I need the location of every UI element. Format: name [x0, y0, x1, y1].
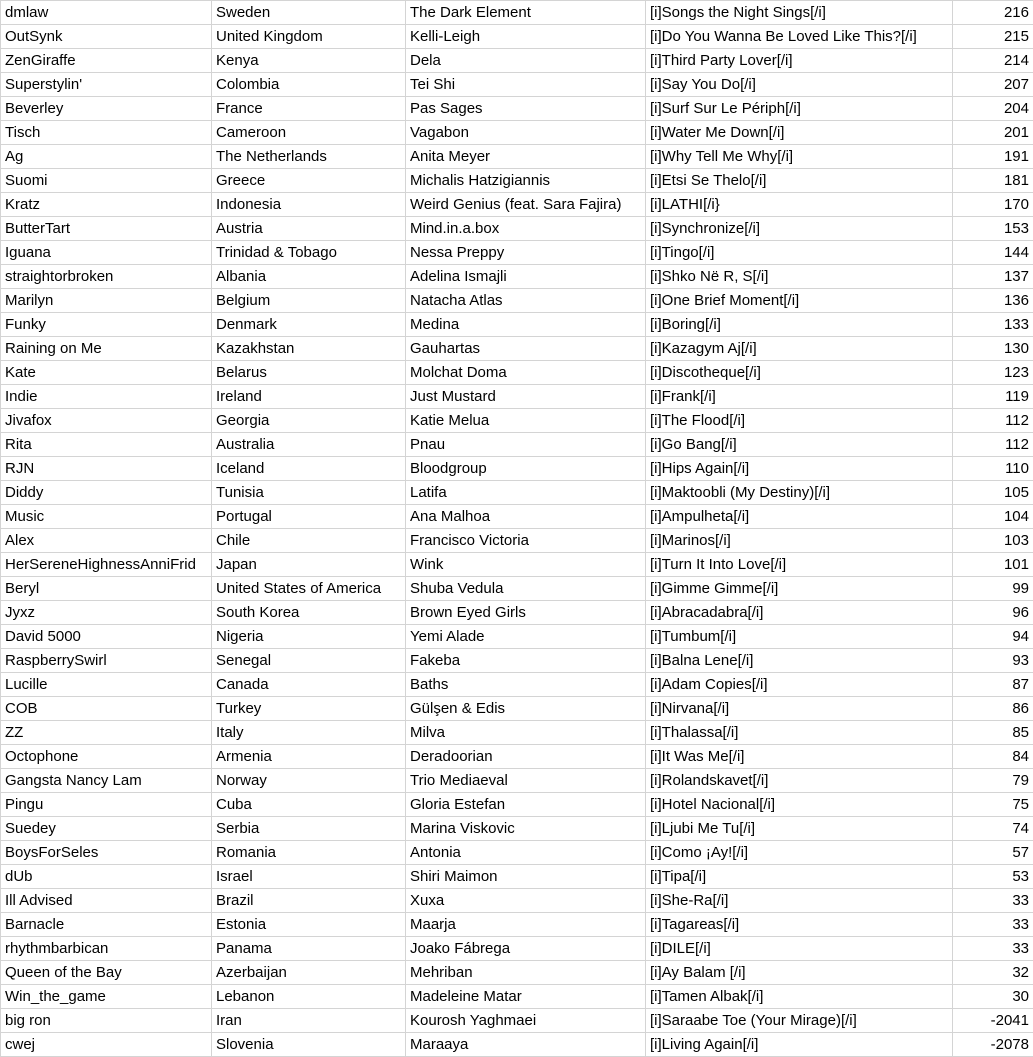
- user-cell[interactable]: Barnacle: [1, 913, 212, 937]
- table-row: [1, 193, 1033, 217]
- score-cell[interactable]: 201: [953, 121, 1033, 145]
- score-cell[interactable]: 79: [953, 769, 1033, 793]
- artist-cell[interactable]: Antonia: [406, 841, 646, 865]
- score-cell[interactable]: 57: [953, 841, 1033, 865]
- score-cell[interactable]: 85: [953, 721, 1033, 745]
- table-row: [1, 385, 1033, 409]
- song-cell[interactable]: [i]Adam Copies[/i]: [646, 673, 953, 697]
- song-cell[interactable]: [i]Go Bang[/i]: [646, 433, 953, 457]
- score-cell[interactable]: 101: [953, 553, 1033, 577]
- user-cell[interactable]: cwej: [1, 1033, 212, 1057]
- score-cell[interactable]: 86: [953, 697, 1033, 721]
- user-cell[interactable]: Tisch: [1, 121, 212, 145]
- score-cell[interactable]: 136: [953, 289, 1033, 313]
- user-cell[interactable]: Indie: [1, 385, 212, 409]
- user-cell[interactable]: Funky: [1, 313, 212, 337]
- artist-cell[interactable]: Weird Genius (feat. Sara Fajira): [406, 193, 646, 217]
- country-cell[interactable]: Cameroon: [212, 121, 406, 145]
- song-cell[interactable]: [i]Ljubi Me Tu[/i]: [646, 817, 953, 841]
- artist-cell[interactable]: Tei Shi: [406, 73, 646, 97]
- score-cell[interactable]: 103: [953, 529, 1033, 553]
- song-cell[interactable]: [i]Turn It Into Love[/i]: [646, 553, 953, 577]
- table-row: [1, 289, 1033, 313]
- user-cell[interactable]: Suedey: [1, 817, 212, 841]
- artist-cell[interactable]: Vagabon: [406, 121, 646, 145]
- user-cell[interactable]: rhythmbarbican: [1, 937, 212, 961]
- song-cell[interactable]: [i]It Was Me[/i]: [646, 745, 953, 769]
- user-cell[interactable]: Superstylin': [1, 73, 212, 97]
- country-cell[interactable]: United States of America: [212, 577, 406, 601]
- score-cell[interactable]: 119: [953, 385, 1033, 409]
- score-cell[interactable]: 110: [953, 457, 1033, 481]
- country-cell[interactable]: Iran: [212, 1009, 406, 1033]
- score-cell[interactable]: 32: [953, 961, 1033, 985]
- table-row: [1, 73, 1033, 97]
- score-cell[interactable]: 112: [953, 433, 1033, 457]
- user-cell[interactable]: Iguana: [1, 241, 212, 265]
- song-cell[interactable]: [i]One Brief Moment[/i]: [646, 289, 953, 313]
- user-cell[interactable]: Lucille: [1, 673, 212, 697]
- artist-cell[interactable]: Natacha Atlas: [406, 289, 646, 313]
- user-cell[interactable]: ZZ: [1, 721, 212, 745]
- score-cell[interactable]: 74: [953, 817, 1033, 841]
- user-cell[interactable]: Raining on Me: [1, 337, 212, 361]
- score-cell[interactable]: 216: [953, 1, 1033, 25]
- song-cell[interactable]: [i]Surf Sur Le Périph[/i]: [646, 97, 953, 121]
- table-row: [1, 337, 1033, 361]
- user-cell[interactable]: David 5000: [1, 625, 212, 649]
- song-cell[interactable]: [i]Abracadabra[/i]: [646, 601, 953, 625]
- user-cell[interactable]: HerSereneHighnessAnniFrid: [1, 553, 212, 577]
- score-cell[interactable]: 207: [953, 73, 1033, 97]
- song-cell[interactable]: [i]LATHI[/i}: [646, 193, 953, 217]
- score-cell[interactable]: 153: [953, 217, 1033, 241]
- user-cell[interactable]: BoysForSeles: [1, 841, 212, 865]
- score-cell[interactable]: -2041: [953, 1009, 1033, 1033]
- table-row: [1, 985, 1033, 1009]
- country-cell[interactable]: Tunisia: [212, 481, 406, 505]
- score-cell[interactable]: 94: [953, 625, 1033, 649]
- score-cell[interactable]: 130: [953, 337, 1033, 361]
- song-cell[interactable]: [i]Tingo[/i]: [646, 241, 953, 265]
- song-cell[interactable]: [i]Why Tell Me Why[/i]: [646, 145, 953, 169]
- score-cell[interactable]: 99: [953, 577, 1033, 601]
- artist-cell[interactable]: Just Mustard: [406, 385, 646, 409]
- country-cell[interactable]: Slovenia: [212, 1033, 406, 1057]
- country-cell[interactable]: Turkey: [212, 697, 406, 721]
- song-cell[interactable]: [i]Boring[/i]: [646, 313, 953, 337]
- user-cell[interactable]: RJN: [1, 457, 212, 481]
- song-cell[interactable]: [i]Third Party Lover[/i]: [646, 49, 953, 73]
- artist-cell[interactable]: Baths: [406, 673, 646, 697]
- country-cell[interactable]: Italy: [212, 721, 406, 745]
- country-cell[interactable]: United Kingdom: [212, 25, 406, 49]
- user-cell[interactable]: ButterTart: [1, 217, 212, 241]
- table-row: [1, 625, 1033, 649]
- table-row: [1, 145, 1033, 169]
- artist-cell[interactable]: Kelli-Leigh: [406, 25, 646, 49]
- country-cell[interactable]: Japan: [212, 553, 406, 577]
- artist-cell[interactable]: Fakeba: [406, 649, 646, 673]
- score-cell[interactable]: 204: [953, 97, 1033, 121]
- table-row: [1, 961, 1033, 985]
- song-cell[interactable]: [i]She-Ra[/i]: [646, 889, 953, 913]
- user-cell[interactable]: RaspberrySwirl: [1, 649, 212, 673]
- song-cell[interactable]: [i]Do You Wanna Be Loved Like This?[/i]: [646, 25, 953, 49]
- table-row: [1, 433, 1033, 457]
- table-row: [1, 817, 1033, 841]
- artist-cell[interactable]: The Dark Element: [406, 1, 646, 25]
- song-cell[interactable]: [i]Thalassa[/i]: [646, 721, 953, 745]
- artist-cell[interactable]: Milva: [406, 721, 646, 745]
- table-row: [1, 409, 1033, 433]
- user-cell[interactable]: OutSynk: [1, 25, 212, 49]
- song-cell[interactable]: [i]Discotheque[/i]: [646, 361, 953, 385]
- table-row: [1, 553, 1033, 577]
- score-cell[interactable]: 123: [953, 361, 1033, 385]
- table-row: [1, 913, 1033, 937]
- country-cell[interactable]: Denmark: [212, 313, 406, 337]
- artist-cell[interactable]: Kourosh Yaghmaei: [406, 1009, 646, 1033]
- artist-cell[interactable]: Adelina Ismajli: [406, 265, 646, 289]
- song-cell[interactable]: [i]Marinos[/i]: [646, 529, 953, 553]
- table-row: [1, 265, 1033, 289]
- table-row: [1, 649, 1033, 673]
- country-cell[interactable]: Canada: [212, 673, 406, 697]
- score-cell[interactable]: 191: [953, 145, 1033, 169]
- score-cell[interactable]: 33: [953, 913, 1033, 937]
- country-cell[interactable]: Belarus: [212, 361, 406, 385]
- score-cell[interactable]: 93: [953, 649, 1033, 673]
- user-cell[interactable]: Suomi: [1, 169, 212, 193]
- score-cell[interactable]: 30: [953, 985, 1033, 1009]
- artist-cell[interactable]: Pas Sages: [406, 97, 646, 121]
- table-row: [1, 745, 1033, 769]
- table-row: [1, 793, 1033, 817]
- artist-cell[interactable]: Xuxa: [406, 889, 646, 913]
- table-row: [1, 889, 1033, 913]
- country-cell[interactable]: Trinidad & Tobago: [212, 241, 406, 265]
- country-cell[interactable]: Indonesia: [212, 193, 406, 217]
- country-cell[interactable]: Iceland: [212, 457, 406, 481]
- country-cell[interactable]: Kenya: [212, 49, 406, 73]
- country-cell[interactable]: Armenia: [212, 745, 406, 769]
- artist-cell[interactable]: Katie Melua: [406, 409, 646, 433]
- table-row: [1, 1033, 1033, 1057]
- artist-cell[interactable]: Gloria Estefan: [406, 793, 646, 817]
- table-row: [1, 121, 1033, 145]
- score-cell[interactable]: 87: [953, 673, 1033, 697]
- artist-cell[interactable]: Madeleine Matar: [406, 985, 646, 1009]
- table-row: [1, 169, 1033, 193]
- user-cell[interactable]: Alex: [1, 529, 212, 553]
- score-cell[interactable]: 96: [953, 601, 1033, 625]
- table-row: [1, 97, 1033, 121]
- country-cell[interactable]: Colombia: [212, 73, 406, 97]
- song-cell[interactable]: [i]Frank[/i]: [646, 385, 953, 409]
- score-cell[interactable]: 133: [953, 313, 1033, 337]
- country-cell[interactable]: Australia: [212, 433, 406, 457]
- artist-cell[interactable]: Gauhartas: [406, 337, 646, 361]
- user-cell[interactable]: Gangsta Nancy Lam: [1, 769, 212, 793]
- artist-cell[interactable]: Maraaya: [406, 1033, 646, 1057]
- score-cell[interactable]: 33: [953, 937, 1033, 961]
- artist-cell[interactable]: Anita Meyer: [406, 145, 646, 169]
- song-cell[interactable]: [i]Hips Again[/i]: [646, 457, 953, 481]
- country-cell[interactable]: Portugal: [212, 505, 406, 529]
- artist-cell[interactable]: Joako Fábrega: [406, 937, 646, 961]
- song-cell[interactable]: [i]Maktoobli (My Destiny)[/i]: [646, 481, 953, 505]
- artist-cell[interactable]: Mind.in.a.box: [406, 217, 646, 241]
- table-row: [1, 673, 1033, 697]
- user-cell[interactable]: Diddy: [1, 481, 212, 505]
- song-cell[interactable]: [i]Rolandskavet[/i]: [646, 769, 953, 793]
- table-row: [1, 49, 1033, 73]
- song-cell[interactable]: [i]Tagareas[/i]: [646, 913, 953, 937]
- artist-cell[interactable]: Medina: [406, 313, 646, 337]
- user-cell[interactable]: Beryl: [1, 577, 212, 601]
- song-cell[interactable]: [i]Saraabe Toe (Your Mirage)[/i]: [646, 1009, 953, 1033]
- country-cell[interactable]: Estonia: [212, 913, 406, 937]
- song-cell[interactable]: [i]Say You Do[/i]: [646, 73, 953, 97]
- country-cell[interactable]: Israel: [212, 865, 406, 889]
- country-cell[interactable]: Nigeria: [212, 625, 406, 649]
- song-cell[interactable]: [i]Ay Balam [/i]: [646, 961, 953, 985]
- table-row: [1, 25, 1033, 49]
- song-cell[interactable]: [i]Synchronize[/i]: [646, 217, 953, 241]
- country-cell[interactable]: Georgia: [212, 409, 406, 433]
- country-cell[interactable]: Romania: [212, 841, 406, 865]
- country-cell[interactable]: Azerbaijan: [212, 961, 406, 985]
- country-cell[interactable]: Kazakhstan: [212, 337, 406, 361]
- country-cell[interactable]: Austria: [212, 217, 406, 241]
- user-cell[interactable]: Kate: [1, 361, 212, 385]
- song-cell[interactable]: [i]Tipa[/i]: [646, 865, 953, 889]
- score-cell[interactable]: 84: [953, 745, 1033, 769]
- user-cell[interactable]: Beverley: [1, 97, 212, 121]
- song-cell[interactable]: [i]Hotel Nacional[/i]: [646, 793, 953, 817]
- table-row: [1, 481, 1033, 505]
- song-cell[interactable]: [i]Shko Në R, S[/i]: [646, 265, 953, 289]
- table-row: [1, 313, 1033, 337]
- artist-cell[interactable]: Michalis Hatzigiannis: [406, 169, 646, 193]
- user-cell[interactable]: Pingu: [1, 793, 212, 817]
- song-cell[interactable]: [i]DILE[/i]: [646, 937, 953, 961]
- country-cell[interactable]: Norway: [212, 769, 406, 793]
- user-cell[interactable]: COB: [1, 697, 212, 721]
- table-row: [1, 865, 1033, 889]
- user-cell[interactable]: dmlaw: [1, 1, 212, 25]
- user-cell[interactable]: Music: [1, 505, 212, 529]
- country-cell[interactable]: Lebanon: [212, 985, 406, 1009]
- score-cell[interactable]: 170: [953, 193, 1033, 217]
- artist-cell[interactable]: Pnau: [406, 433, 646, 457]
- song-cell[interactable]: [i]Balna Lene[/i]: [646, 649, 953, 673]
- score-cell[interactable]: 144: [953, 241, 1033, 265]
- artist-cell[interactable]: Shiri Maimon: [406, 865, 646, 889]
- table-row: [1, 529, 1033, 553]
- table-row: [1, 601, 1033, 625]
- country-cell[interactable]: South Korea: [212, 601, 406, 625]
- country-cell[interactable]: The Netherlands: [212, 145, 406, 169]
- country-cell[interactable]: Ireland: [212, 385, 406, 409]
- artist-cell[interactable]: Marina Viskovic: [406, 817, 646, 841]
- country-cell[interactable]: Senegal: [212, 649, 406, 673]
- song-cell[interactable]: [i]Water Me Down[/i]: [646, 121, 953, 145]
- table-row: [1, 841, 1033, 865]
- user-cell[interactable]: Jyxz: [1, 601, 212, 625]
- artist-cell[interactable]: Yemi Alade: [406, 625, 646, 649]
- song-cell[interactable]: [i]Etsi Se Thelo[/i]: [646, 169, 953, 193]
- artist-cell[interactable]: Ana Malhoa: [406, 505, 646, 529]
- artist-cell[interactable]: Wink: [406, 553, 646, 577]
- score-cell[interactable]: 33: [953, 889, 1033, 913]
- score-cell[interactable]: 112: [953, 409, 1033, 433]
- song-cell[interactable]: [i]Songs the Night Sings[/i]: [646, 1, 953, 25]
- table-row: [1, 721, 1033, 745]
- table-row: [1, 769, 1033, 793]
- song-cell[interactable]: [i]Tumbum[/i]: [646, 625, 953, 649]
- artist-cell[interactable]: Mehriban: [406, 961, 646, 985]
- song-cell[interactable]: [i]Kazagym Aj[/i]: [646, 337, 953, 361]
- user-cell[interactable]: Jivafox: [1, 409, 212, 433]
- table-row: [1, 937, 1033, 961]
- country-cell[interactable]: Albania: [212, 265, 406, 289]
- artist-cell[interactable]: Latifa: [406, 481, 646, 505]
- score-cell[interactable]: 214: [953, 49, 1033, 73]
- user-cell[interactable]: Win_the_game: [1, 985, 212, 1009]
- table-row: [1, 1, 1033, 25]
- song-cell[interactable]: [i]Gimme Gimme[/i]: [646, 577, 953, 601]
- user-cell[interactable]: Queen of the Bay: [1, 961, 212, 985]
- user-cell[interactable]: Rita: [1, 433, 212, 457]
- user-cell[interactable]: Octophone: [1, 745, 212, 769]
- artist-cell[interactable]: Maarja: [406, 913, 646, 937]
- song-cell[interactable]: [i]Nirvana[/i]: [646, 697, 953, 721]
- country-cell[interactable]: Brazil: [212, 889, 406, 913]
- song-cell[interactable]: [i]Tamen Albak[/i]: [646, 985, 953, 1009]
- song-cell[interactable]: [i]Living Again[/i]: [646, 1033, 953, 1057]
- spreadsheet-body: [1, 1, 1033, 1057]
- user-cell[interactable]: Ill Advised: [1, 889, 212, 913]
- artist-cell[interactable]: Dela: [406, 49, 646, 73]
- user-cell[interactable]: Marilyn: [1, 289, 212, 313]
- song-cell[interactable]: [i]The Flood[/i]: [646, 409, 953, 433]
- artist-cell[interactable]: Molchat Doma: [406, 361, 646, 385]
- country-cell[interactable]: Greece: [212, 169, 406, 193]
- user-cell[interactable]: straightorbroken: [1, 265, 212, 289]
- song-cell[interactable]: [i]Ampulheta[/i]: [646, 505, 953, 529]
- country-cell[interactable]: France: [212, 97, 406, 121]
- table-row: [1, 241, 1033, 265]
- table-row: [1, 217, 1033, 241]
- artist-cell[interactable]: Francisco Victoria: [406, 529, 646, 553]
- country-cell[interactable]: Belgium: [212, 289, 406, 313]
- table-row: [1, 1009, 1033, 1033]
- table-row: [1, 577, 1033, 601]
- score-cell[interactable]: -2078: [953, 1033, 1033, 1057]
- score-cell[interactable]: 53: [953, 865, 1033, 889]
- artist-cell[interactable]: Gülşen & Edis: [406, 697, 646, 721]
- score-cell[interactable]: 181: [953, 169, 1033, 193]
- user-cell[interactable]: Kratz: [1, 193, 212, 217]
- table-row: [1, 457, 1033, 481]
- score-cell[interactable]: 215: [953, 25, 1033, 49]
- table-row: [1, 361, 1033, 385]
- song-cell[interactable]: [i]Como ¡Ay![/i]: [646, 841, 953, 865]
- country-cell[interactable]: Panama: [212, 937, 406, 961]
- user-cell[interactable]: dUb: [1, 865, 212, 889]
- score-cell[interactable]: 75: [953, 793, 1033, 817]
- artist-cell[interactable]: Nessa Preppy: [406, 241, 646, 265]
- score-cell[interactable]: 105: [953, 481, 1033, 505]
- table-row: [1, 505, 1033, 529]
- country-cell[interactable]: Chile: [212, 529, 406, 553]
- artist-cell[interactable]: Deradoorian: [406, 745, 646, 769]
- artist-cell[interactable]: Trio Mediaeval: [406, 769, 646, 793]
- country-cell[interactable]: Sweden: [212, 1, 406, 25]
- country-cell[interactable]: Serbia: [212, 817, 406, 841]
- user-cell[interactable]: Ag: [1, 145, 212, 169]
- score-cell[interactable]: 104: [953, 505, 1033, 529]
- user-cell[interactable]: big ron: [1, 1009, 212, 1033]
- artist-cell[interactable]: Bloodgroup: [406, 457, 646, 481]
- artist-cell[interactable]: Brown Eyed Girls: [406, 601, 646, 625]
- artist-cell[interactable]: Shuba Vedula: [406, 577, 646, 601]
- table-row: [1, 697, 1033, 721]
- country-cell[interactable]: Cuba: [212, 793, 406, 817]
- score-cell[interactable]: 137: [953, 265, 1033, 289]
- user-cell[interactable]: ZenGiraffe: [1, 49, 212, 73]
